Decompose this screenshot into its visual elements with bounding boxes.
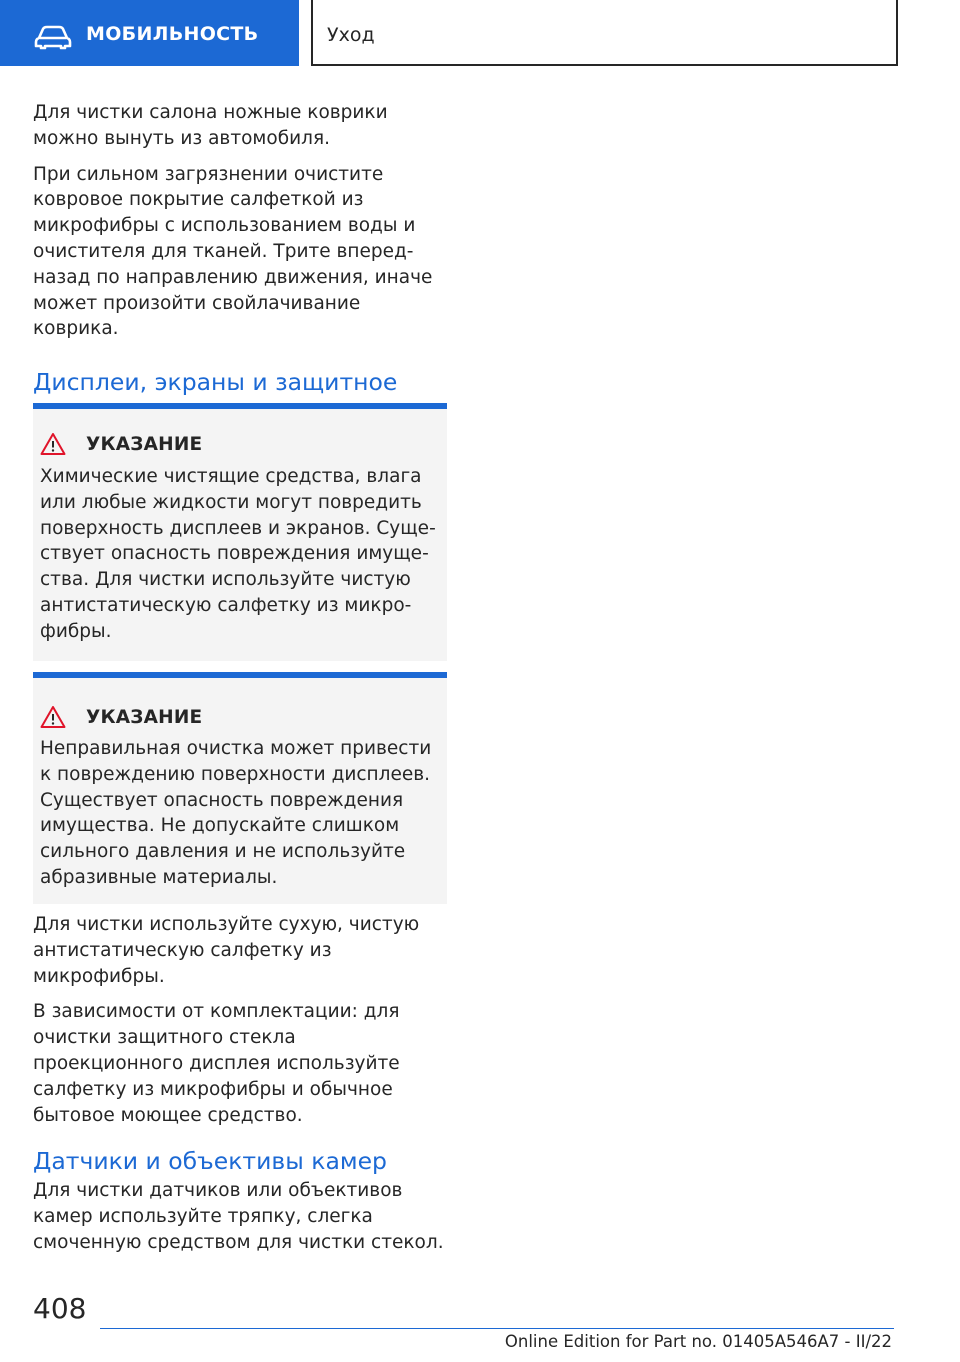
paragraph: При сильном загрязнении очистите ковровое покрытие салфеткой из микрофибры с использованием воды и очистителя для тканей. Трите вперед-назад по направлению движения, иначе может произойти свойлачивание коврика. [33,163,433,340]
paragraph: Для чистки используйте сухую, чистую антистатическую салфетку из микрофибры. [33,914,420,987]
footer-divider [100,1328,894,1329]
edition-text: Online Edition for Part no. 01405A546A7 - II/22 [504,1332,892,1351]
car-icon [34,24,72,50]
notice-text: Химические чистящие средства, влага или любые жидкости могут повредить поверхность дисплеев и экранов. Существует опасность повреждения имущества. Для чистки используйте чистую антистатическую салфетку из микрофибры. [40,466,436,642]
section-heading: Датчики и объективы камер [33,1147,387,1176]
warning-icon [40,705,66,729]
notice-title: УКАЗАНИЕ [86,433,203,455]
chapter-tab [0,0,299,66]
warning-icon [40,432,66,456]
notice-text: Неправильная очистка может привести к повреждению поверхности дисплеев. Существует опасность повреждения имущества. Не допускайте слишком сильного давления и не используйте абразивные материалы. [40,738,432,888]
section-heading: Дисплеи, экраны и защитное [33,368,398,397]
content-bottom [33,912,449,1266]
chapter-title: МОБИЛЬНОСТЬ [86,23,259,45]
paragraph: Для чистки салона ножные коврики можно вынуть из автомобиля. [33,102,388,149]
content-top [33,100,449,430]
section-title: Уход [327,24,375,46]
page-number: 408 [33,1292,87,1325]
paragraph: В зависимости от комплектации: для очистки защитного стекла проекционного дисплея используйте салфетку из микрофибры и обычное бытовое моющее средство. [33,1001,400,1126]
notice-box [33,672,447,904]
notice-box [33,403,447,661]
section-header [311,0,898,66]
notice-title: УКАЗАНИЕ [86,706,203,728]
paragraph: Для чистки датчиков или объективов камер используйте тряпку, слегка смоченную средством для чистки стекол. [33,1180,444,1253]
